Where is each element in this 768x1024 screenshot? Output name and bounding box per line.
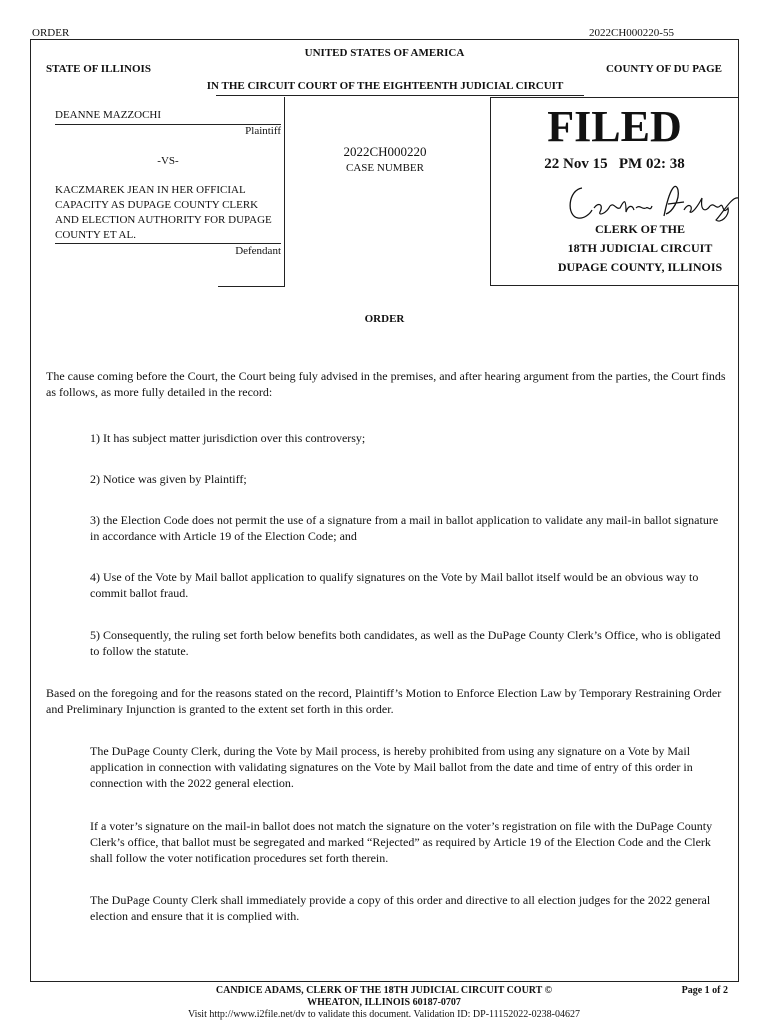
order-title: ORDER xyxy=(364,313,405,325)
caption-court: IN THE CIRCUIT COURT OF THE EIGHTEENTH JUDICIAL CIRCUIT xyxy=(206,80,564,92)
caption-county: COUNTY OF DU PAGE xyxy=(605,63,722,75)
order-paragraph-3: The DuPage County Clerk shall immediately provide a copy of this order and directive to all election judges for the 2022 general election and ensure that it is complied with. xyxy=(90,893,711,923)
caption-state: STATE OF ILLINOIS xyxy=(46,63,151,75)
court-underline xyxy=(216,95,584,96)
case-number: 2022CH000220 xyxy=(343,144,427,159)
parties-right-border xyxy=(284,97,285,286)
intro-paragraph: The cause coming before the Court, the Court being fuly advised in the premises, and after hearing argument from the parties, the Court finds as follows, as more fully detailed in the record: xyxy=(46,369,726,399)
finding-4: 4) Use of the Vote by Mail ballot application to qualify signatures on the Vote by Mail ballot itself would be an obvious way to commit ballot fraud. xyxy=(90,570,699,600)
defendant-line-4: COUNTY ET AL. xyxy=(55,229,136,241)
document-type: ORDER xyxy=(32,27,70,39)
page-number: Page 1 of 2 xyxy=(681,985,728,996)
versus-label: -VS- xyxy=(157,155,179,167)
document-number: 2022CH000220-55 xyxy=(589,27,674,39)
filed-title: FILED xyxy=(547,102,682,151)
filed-time: PM 02: 38 xyxy=(618,156,685,172)
defendant-name xyxy=(55,183,272,243)
defendant-line-2: CAPACITY AS DUPAGE COUNTY CLERK xyxy=(55,199,259,211)
plaintiff-name: DEANNE MAZZOCHI xyxy=(55,109,162,121)
clerk-line-1: CLERK OF THE xyxy=(594,222,686,236)
filed-date: 22 Nov 15 xyxy=(544,156,608,172)
clerk-signature xyxy=(560,176,740,226)
plaintiff-label: Plaintiff xyxy=(245,125,281,137)
filed-clerk-block xyxy=(530,220,750,277)
case-number-label: CASE NUMBER xyxy=(346,162,424,174)
order-paragraph-2: If a voter’s signature on the mail-in ballot does not match the signature on the voter’s registration on file with the DuPage County Clerk’s office, that ballot must be segregated and marked “Rejected” as required by Article 19 of the Election Code and the Clerk shall follow the voter notification procedures set forth therein. xyxy=(90,819,713,865)
finding-2: 2) Notice was given by Plaintiff; xyxy=(90,472,247,486)
footer-clerk: CANDICE ADAMS, CLERK OF THE 18TH JUDICIAL CIRCUIT COURT © xyxy=(215,985,553,996)
defendant-line xyxy=(55,243,281,244)
clerk-line-3: DUPAGE COUNTY, ILLINOIS xyxy=(557,260,723,274)
validation-link[interactable]: Visit http://www.i2file.net/dv to validate this document. Validation ID: DP-11152022-0238-04627 xyxy=(188,1009,580,1020)
caption-country: UNITED STATES OF AMERICA xyxy=(304,47,465,59)
filed-datetime xyxy=(490,156,739,173)
finding-5: 5) Consequently, the ruling set forth below benefits both candidates, as well as the DuPage County Clerk’s Office, who is obligated to follow the statute. xyxy=(90,628,721,658)
finding-3: 3) the Election Code does not permit the use of a signature from a mail in ballot application to validate any mail-in ballot signature in accordance with Article 19 of the Election Code; and xyxy=(90,513,719,543)
footer-address: WHEATON, ILLINOIS 60187-0707 xyxy=(307,997,461,1008)
defendant-label: Defendant xyxy=(235,245,281,257)
ruling-paragraph: Based on the foregoing and for the reasons stated on the record, Plaintiff’s Motion to Enforce Election Law by Temporary Restraining Order and Preliminary Injunction is granted to the extent set forth in this order. xyxy=(46,686,722,716)
clerk-line-2: 18TH JUDICIAL CIRCUIT xyxy=(567,241,713,255)
defendant-line-3: AND ELECTION AUTHORITY FOR DUPAGE xyxy=(55,214,272,226)
finding-1: 1) It has subject matter jurisdiction over this controversy; xyxy=(90,431,366,445)
parties-bottom-border xyxy=(218,286,285,287)
defendant-line-1: KACZMAREK JEAN IN HER OFFICIAL xyxy=(55,184,246,196)
order-paragraph-1: The DuPage County Clerk, during the Vote by Mail process, is hereby prohibited from using any signature on a Vote by Mail application in connection with validating signatures on the Vote by Mail ballot from the date and time of entry of this order in connection with the 2022 general election. xyxy=(90,744,693,790)
